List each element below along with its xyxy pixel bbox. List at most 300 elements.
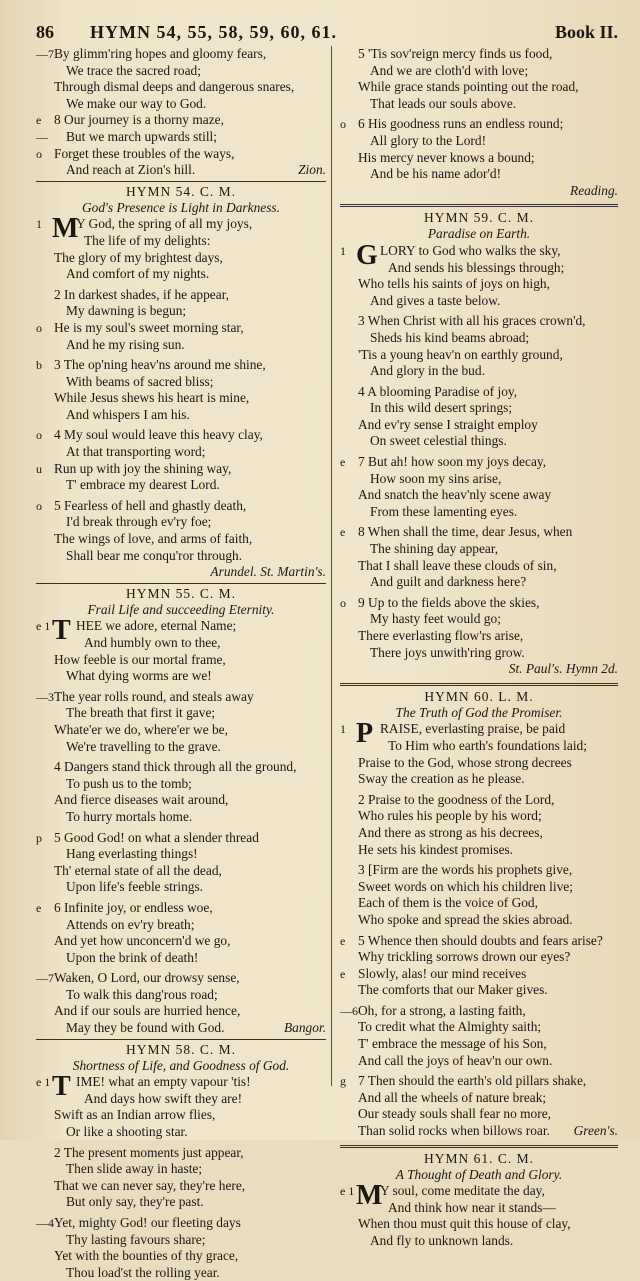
verse-line: [36, 63, 326, 80]
opening-verse: [340, 718, 618, 754]
verse-line: [340, 982, 618, 999]
opening-verse: [36, 213, 326, 249]
verse-text: The glory of my brightest days,: [54, 249, 223, 265]
verse-line: [36, 635, 326, 652]
verse-text: And sends his blessings through;: [388, 259, 565, 275]
verse-line: [36, 1107, 326, 1124]
verse-text: Hang everlasting things!: [66, 846, 198, 862]
dynamic-mark: e: [340, 966, 346, 981]
verse-text: 'Tis a young heav'n on earthly ground,: [358, 346, 563, 362]
verse-text: That we can never say, they're here,: [54, 1177, 246, 1193]
verse-text: I'd break through ev'ry foe;: [66, 514, 212, 530]
verse-text: While Jesus shews his heart is mine,: [54, 390, 250, 406]
verse-text: And days how swift they are!: [84, 1090, 243, 1106]
hymn-subtitle: Frail Life and succeeding Eternity.: [87, 601, 275, 617]
dynamic-mark: b: [36, 358, 42, 373]
verse-text: Slowly, alas! our mind receives: [358, 965, 527, 981]
hymn-heading: HYMN 61. C. M.: [423, 1150, 534, 1166]
verse-line: [36, 1232, 326, 1249]
verse-line: [36, 776, 326, 793]
verse-text: But we march upwards still;: [66, 128, 217, 144]
verse-line: [340, 912, 618, 929]
dynamic-mark: o: [36, 428, 42, 443]
verse-text: With beams of sacred bliss;: [66, 373, 214, 389]
dynamic-mark: —7: [36, 47, 54, 61]
verse-text: We trace the sacred road;: [66, 62, 201, 78]
verse-line: [36, 879, 326, 896]
verse-line: [36, 792, 326, 809]
verse-text: The breath that first it gave;: [66, 705, 216, 721]
verse-line: [36, 233, 326, 250]
verse-text: Th' eternal state of all the dead,: [54, 862, 222, 878]
verse-line: [36, 705, 326, 722]
verse-text: 3 [Firm are the words his prophets give,: [358, 862, 573, 878]
dynamic-mark: e 1: [36, 619, 51, 634]
verse-line: [340, 400, 618, 417]
verse-text: And comfort of my nights.: [66, 266, 210, 282]
verse-text: To hurry mortals home.: [66, 808, 193, 824]
verse-line: [36, 407, 326, 424]
verse-line: [340, 1019, 618, 1036]
verse-line: [340, 966, 618, 983]
section-rule: [36, 181, 326, 182]
verse-text: Our steady souls shall fear no more,: [358, 1106, 552, 1122]
verse-text: 8 When shall the time, dear Jesus, when: [358, 524, 573, 540]
tune-name: Bangor.: [283, 1020, 326, 1036]
verse-text: And all the wheels of nature break;: [358, 1089, 547, 1105]
verse-line: [340, 150, 618, 167]
verse-line: [36, 1003, 326, 1020]
verse-line: [340, 611, 618, 628]
verse-line: [36, 461, 326, 478]
drop-cap: P: [356, 718, 374, 750]
verse-line: [340, 504, 618, 521]
verse-line: [36, 846, 326, 863]
verse-line: [340, 1106, 618, 1123]
verse-line: [36, 759, 326, 776]
verse-text: 4 My soul would leave this heavy clay,: [54, 427, 263, 443]
hymn-subtitle: God's Presence is Light in Darkness.: [81, 199, 280, 215]
verse-line: [36, 830, 326, 847]
verse-text: And we are cloth'd with love;: [370, 62, 529, 78]
section-double-rule: [340, 683, 618, 686]
dynamic-mark: 1: [340, 243, 346, 258]
verse-line: [340, 808, 618, 825]
page-header: [36, 22, 618, 46]
verse-text: Run up with joy the shining way,: [54, 460, 232, 476]
verse-line: [340, 1123, 618, 1140]
verse-text: Sway the creation as he please.: [358, 771, 525, 787]
verse-line: [340, 454, 618, 471]
verse-text: Thou load'st the rolling year.: [66, 1264, 220, 1280]
verse-text: LORY to God who walks the sky,: [380, 242, 561, 258]
tune-name: Green's.: [573, 1123, 618, 1139]
verse-text: From these lamenting eyes.: [370, 503, 518, 519]
verse-text: Upon life's feeble strings.: [66, 879, 204, 895]
verse-line: [340, 1200, 618, 1217]
drop-cap: T: [52, 1071, 71, 1103]
opening-verse: [36, 1071, 326, 1107]
verse-line: [36, 689, 326, 706]
verse-text: Yet, mighty God! our fleeting days: [54, 1215, 241, 1230]
verse-line: [36, 1248, 326, 1265]
verse-text: 2 Praise to the goodness of the Lord,: [358, 791, 555, 807]
drop-cap: M: [356, 1180, 383, 1212]
verse-text: And he my rising sun.: [66, 336, 185, 352]
verse-line: [340, 46, 618, 63]
verse-text: That I shall leave these clouds of sin,: [358, 557, 557, 573]
verse-line: [340, 771, 618, 788]
verse-text: To walk this dang'rous road;: [66, 986, 218, 1002]
verse-text: And there as strong as his decrees,: [358, 824, 543, 840]
verse-text: By glimm'ring hopes and gloomy fears,: [54, 46, 267, 61]
verse-line: [36, 79, 326, 96]
book-label: Book II.: [554, 22, 618, 42]
verse-text: And yet how unconcern'd we go,: [54, 933, 231, 949]
verse-text: Waken, O Lord, our drowsy sense,: [54, 970, 240, 986]
verse-text: And guilt and darkness here?: [370, 574, 527, 590]
verse-text: Upon the brink of death!: [66, 949, 199, 965]
page-number: 86: [36, 22, 54, 42]
verse-text: Then slide away in haste;: [66, 1161, 203, 1177]
dynamic-mark: o: [36, 146, 42, 161]
verse-line: [340, 949, 618, 966]
verse-line: [36, 652, 326, 669]
verse-text: When thou must quit this house of clay,: [358, 1216, 571, 1232]
verse-line: [340, 1216, 618, 1233]
verse-line: [36, 514, 326, 531]
verse-line: [36, 303, 326, 320]
verse-line: [340, 1003, 618, 1020]
verse-text: To credit what the Almighty saith;: [358, 1019, 542, 1035]
verse-text: Yet with the bounties of thy grace,: [54, 1248, 239, 1264]
verse-text: 8 Our journey is a thorny maze,: [54, 112, 224, 128]
verse-text: He is my soul's sweet morning star,: [54, 319, 244, 335]
verse-text: We make our way to God.: [66, 95, 207, 111]
tune-name: Arundel. St. Martin's.: [210, 564, 326, 580]
dynamic-mark: —3: [36, 689, 54, 704]
verse-line: [340, 487, 618, 504]
verse-line: [36, 1194, 326, 1211]
verse-text: Than solid rocks when billows roar.: [358, 1123, 550, 1139]
verse-line: [36, 1124, 326, 1141]
hymn-heading: HYMN 54. C. M.: [125, 183, 236, 199]
section-double-rule: [340, 1145, 618, 1148]
verse-line: [36, 146, 326, 163]
verse-text: Shall bear me conqu'ror through.: [66, 547, 243, 563]
verse-line: [340, 1233, 618, 1250]
hymn-subtitle: Shortness of Life, and Goodness of God.: [72, 1057, 290, 1073]
verse-text: He sets his kindest promises.: [358, 841, 514, 857]
verse-line: [340, 313, 618, 330]
opening-verse: [36, 615, 326, 651]
verse-text: Who spoke and spread the skies abroad.: [358, 911, 573, 927]
verse-text: My dawning is begun;: [66, 303, 187, 319]
verse-text: The shining day appear,: [370, 541, 499, 557]
verse-text: Who tells his saints of joys on high,: [358, 276, 550, 292]
verse-text: 5 Fearless of hell and ghastly death,: [54, 497, 247, 513]
verse-text: Praise to the God, whose strong decrees: [358, 754, 572, 770]
verse-line: [340, 1090, 618, 1107]
verse-text: 5 Good God! on what a slender thread: [54, 829, 259, 845]
verse-line: [340, 524, 618, 541]
verse-line: [36, 250, 326, 267]
hymn-heading: HYMN 60. L. M.: [424, 688, 534, 704]
verse-line: [36, 498, 326, 515]
verse-line: [36, 950, 326, 967]
verse-line: [36, 287, 326, 304]
verse-line: [340, 895, 618, 912]
verse-text: And snatch the heav'nly scene away: [358, 487, 552, 503]
verse-line: [36, 970, 326, 987]
section-rule: [36, 583, 326, 584]
verse-text: HEE we adore, eternal Name;: [76, 618, 237, 634]
verse-text: 2 The present moments just appear,: [54, 1144, 244, 1160]
tune-name: St. Paul's. Hymn 2d.: [508, 661, 618, 677]
verse-text: Swift as an Indian arrow flies,: [54, 1107, 216, 1123]
dynamic-mark: e: [36, 900, 42, 915]
verse-text: RAISE, everlasting praise, be paid: [380, 721, 566, 737]
dynamic-mark: p: [36, 830, 42, 845]
drop-cap: M: [52, 213, 79, 245]
verse-text: Sweet words on which his children live;: [358, 878, 573, 894]
verse-text: In this wild desert springs;: [370, 400, 513, 416]
verse-text: We're travelling to the grave.: [66, 738, 221, 754]
verse-line: [340, 1053, 618, 1070]
verse-line: [340, 63, 618, 80]
verse-line: [36, 374, 326, 391]
verse-text: IME! what an empty vapour 'tis!: [76, 1074, 251, 1090]
verse-line: [340, 347, 618, 364]
verse-text: 4 Dangers stand thick through all the ground,: [54, 759, 297, 775]
verse-text: 3 The op'ning heav'ns around me shine,: [54, 357, 266, 373]
verse-line: [36, 1265, 326, 1281]
dynamic-mark: —6: [340, 1003, 358, 1018]
verse-line: [36, 390, 326, 407]
verse-text: The life of my delights:: [84, 232, 211, 248]
verse-line: [340, 1036, 618, 1053]
verse-line: [36, 96, 326, 113]
verse-line: [36, 1020, 326, 1037]
verse-text: T' embrace the message of his Son,: [358, 1036, 547, 1052]
verse-text: Forget these troubles of the ways,: [54, 145, 235, 161]
dynamic-mark: o: [340, 595, 346, 610]
verse-line: [340, 363, 618, 380]
verse-line: [340, 541, 618, 558]
verse-line: [340, 471, 618, 488]
dynamic-mark: e: [340, 455, 346, 470]
dynamic-mark: o: [340, 117, 346, 132]
verse-line: [340, 133, 618, 150]
verse-text: Attends on ev'ry breath;: [66, 916, 195, 932]
verse-text: The wings of love, and arms of faith,: [54, 531, 253, 547]
verse-line: [340, 879, 618, 896]
hymn-heading: HYMN 55. C. M.: [125, 585, 236, 601]
verse-line: [36, 1091, 326, 1108]
verse-text: And fly to unknown lands.: [370, 1233, 514, 1248]
verse-line: [340, 293, 618, 310]
verse-line: [340, 1073, 618, 1090]
verse-text: At that transporting word;: [66, 444, 206, 460]
verse-text: And whispers I am his.: [66, 406, 190, 422]
verse-text: My hasty feet would go;: [370, 611, 501, 627]
verse-text: 4 A blooming Paradise of joy,: [358, 383, 518, 399]
opening-verse: [340, 1180, 618, 1216]
verse-line: [36, 548, 326, 565]
verse-line: [36, 320, 326, 337]
verse-line: [340, 417, 618, 434]
verse-line: [340, 276, 618, 293]
verse-line: [36, 1161, 326, 1178]
verse-text: But only say, they're past.: [66, 1194, 204, 1210]
verse-text: T' embrace my dearest Lord.: [66, 477, 220, 493]
hymn-heading: HYMN 59. C. M.: [423, 210, 534, 226]
verse-text: And fierce diseases wait around,: [54, 792, 229, 808]
verse-line: [340, 628, 618, 645]
hymn-subtitle: The Truth of God the Promiser.: [395, 704, 563, 720]
verse-line: [36, 739, 326, 756]
verse-text: And think how near it stands—: [388, 1199, 556, 1215]
dynamic-mark: —7: [36, 971, 54, 986]
verse-text: And call the joys of heav'n our own.: [358, 1052, 553, 1068]
verse-text: Oh, for a strong, a lasting faith,: [358, 1002, 526, 1018]
dynamic-mark: g: [340, 1074, 346, 1089]
verse-line: [36, 444, 326, 461]
verse-line: [340, 574, 618, 591]
verse-line: [340, 433, 618, 450]
verse-line: [36, 722, 326, 739]
verse-text: Y soul, come meditate the day,: [380, 1183, 545, 1199]
verse-line: [36, 337, 326, 354]
verse-line: [340, 645, 618, 662]
verse-line: [36, 531, 326, 548]
verse-text: Why trickling sorrows drown our eyes?: [358, 949, 571, 965]
verse-line: [36, 1145, 326, 1162]
dynamic-mark: 1: [340, 722, 346, 737]
verse-text: And glory in the bud.: [370, 363, 485, 379]
verse-text: Each of them is the voice of God,: [358, 895, 538, 911]
verse-text: 3 When Christ with all his graces crown'd,: [358, 313, 586, 329]
verse-text: Who rules his people by his word;: [358, 808, 542, 824]
verse-line: [36, 1215, 326, 1232]
verse-line: [340, 825, 618, 842]
dynamic-mark: o: [36, 320, 42, 335]
right-column: [340, 46, 618, 1250]
verse-text: How feeble is our mortal frame,: [54, 651, 226, 667]
verse-text: 5 Whence then should doubts and fears arise?: [358, 932, 603, 948]
verse-line: [36, 266, 326, 283]
verse-line: [340, 384, 618, 401]
verse-text: On sweet celestial things.: [370, 433, 507, 449]
verse-text: And if our souls are hurried hence,: [54, 1003, 241, 1019]
verse-text: How soon my sins arise,: [370, 470, 502, 486]
verse-line: [340, 116, 618, 133]
hymn-subtitle: A Thought of Death and Glory.: [395, 1166, 563, 1182]
verse-text: While grace stands pointing out the road,: [358, 79, 579, 95]
verse-line: [340, 558, 618, 575]
verse-line: [36, 46, 326, 63]
tune-name: Reading.: [570, 182, 618, 198]
verse-text: Through dismal deeps and dangerous snares,: [54, 79, 295, 95]
left-column: [36, 46, 326, 1281]
verse-text: And be his name ador'd!: [370, 166, 502, 182]
drop-cap: G: [356, 239, 378, 271]
verse-text: Whate'er we do, where'er we be,: [54, 721, 228, 737]
verse-line: [36, 987, 326, 1004]
verse-text: Thy lasting favours share;: [66, 1231, 206, 1247]
verse-text: His mercy never knows a bound;: [358, 149, 535, 165]
verse-text: To Him who earth's foundations laid;: [388, 737, 587, 753]
dynamic-mark: 1: [36, 217, 42, 232]
drop-cap: T: [52, 615, 71, 647]
verse-line: [36, 933, 326, 950]
section-double-rule: [340, 204, 618, 207]
verse-line: [340, 79, 618, 96]
verse-text: 2 In darkest shades, if he appear,: [54, 286, 229, 302]
verse-text: 9 Up to the fields above the skies,: [358, 594, 540, 610]
dynamic-mark: u: [36, 461, 42, 476]
tune-name: Zion.: [298, 162, 326, 178]
verse-text: The year rolls round, and steals away: [54, 688, 254, 704]
verse-text: That leads our souls above.: [370, 95, 517, 111]
dynamic-mark: e: [340, 933, 346, 948]
verse-text: Or like a shooting star.: [66, 1124, 188, 1140]
verse-text: And humbly own to thee,: [84, 635, 221, 650]
verse-line: [340, 260, 618, 277]
verse-line: [36, 917, 326, 934]
verse-line: [340, 166, 618, 183]
verse-line: [36, 900, 326, 917]
verse-line: [36, 162, 326, 179]
verse-line: [36, 668, 326, 685]
verse-line: [36, 809, 326, 826]
dynamic-mark: o: [36, 498, 42, 513]
verse-line: [36, 112, 326, 129]
verse-line: [36, 863, 326, 880]
dynamic-mark: —: [36, 129, 48, 144]
verse-text: What dying worms are we!: [66, 668, 212, 684]
verse-line: [36, 1178, 326, 1195]
dynamic-mark: e 1: [340, 1184, 355, 1199]
verse-line: [340, 595, 618, 612]
verse-text: 6 Infinite joy, or endless woe,: [54, 899, 213, 915]
opening-verse: [340, 239, 618, 276]
dynamic-mark: e: [36, 113, 42, 128]
verse-text: The comforts that our Maker gives.: [358, 982, 548, 998]
verse-text: 7 But ah! how soon my joys decay,: [358, 454, 547, 470]
verse-line: [36, 427, 326, 444]
verse-line: [36, 129, 326, 146]
verse-text: May they be found with God.: [66, 1020, 225, 1036]
verse-text: And gives a taste below.: [370, 292, 501, 308]
verse-text: There everlasting flow'rs arise,: [358, 628, 524, 643]
verse-line: [340, 862, 618, 879]
verse-text: There joys unwith'ring grow.: [370, 644, 525, 660]
verse-text: All glory to the Lord!: [370, 132, 487, 148]
verse-text: 6 His goodness runs an endless round;: [358, 116, 564, 132]
dynamic-mark: —4: [36, 1216, 54, 1230]
verse-line: [340, 738, 618, 755]
running-title: HYMN 54, 55, 58, 59, 60, 61.: [90, 22, 337, 42]
verse-line: [340, 842, 618, 859]
verse-text: Sheds his kind beams abroad;: [370, 329, 530, 345]
verse-text: And reach at Zion's hill.: [66, 162, 196, 178]
verse-line: [36, 357, 326, 374]
verse-text: 7 Then should the earth's old pillars shake,: [358, 1073, 587, 1089]
verse-line: [36, 477, 326, 494]
hymn-heading: HYMN 58. C. M.: [125, 1041, 236, 1057]
verse-text: And ev'ry sense I straight employ: [358, 416, 538, 432]
